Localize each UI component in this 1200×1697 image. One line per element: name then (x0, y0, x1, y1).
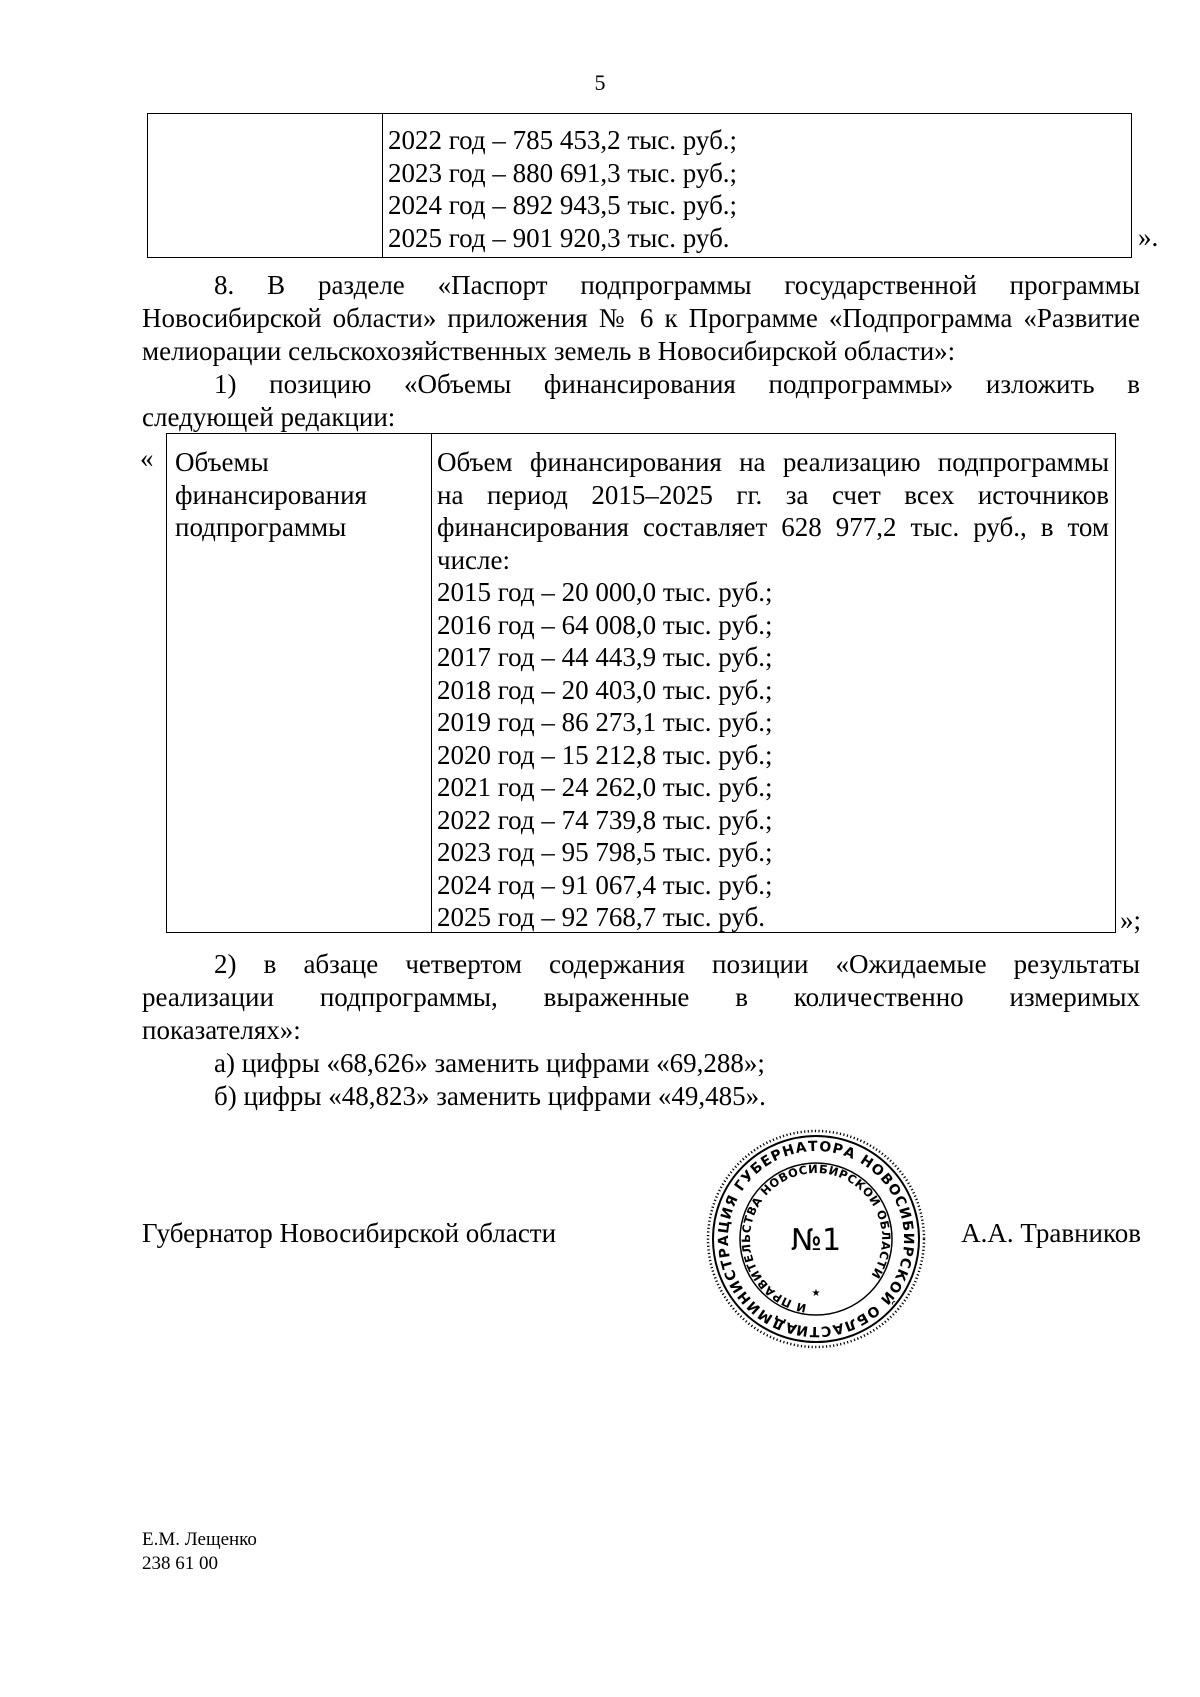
year-line: 2016 год – 64 008,0 тыс. руб.; (437, 609, 773, 640)
intro-line: Объем финансирования на реализацию подпрограммы (437, 447, 1109, 477)
financing-table (166, 433, 1116, 933)
author-name: Е.М. Лещенко (142, 1529, 257, 1550)
year-line: 2017 год – 44 443,9 тыс. руб.; (437, 642, 773, 672)
table-divider (431, 434, 432, 932)
sub2-line3: показателях»: (142, 1015, 301, 1045)
item8-line1: 8. В разделе «Паспорт подпрограммы государственной программы (214, 270, 1140, 300)
position-content (437, 446, 1109, 934)
item8-line3: мелиорации сельскохозяйственных земель в Новосибирской области»: (142, 336, 956, 366)
year-line: 2024 год – 91 067,4 тыс. руб.; (437, 869, 773, 900)
intro-line: на период 2015–2025 гг. за счет всех источников (437, 479, 1109, 510)
year-line: 2023 год – 95 798,5 тыс. руб.; (437, 837, 773, 867)
seal-outer-text: АДМИНИСТРАЦИЯ ГУБЕРНАТОРА НОВОСИБИРСКОЙ ОБЛАСТИ (715, 1138, 917, 1340)
intro-line: числе: (437, 544, 510, 575)
document-footer (142, 1528, 257, 1576)
table-divider (382, 114, 383, 257)
table-cell-years (388, 124, 737, 254)
opening-quote: « (140, 443, 154, 473)
intro-line: финансирования составляет 628 977,2 тыс. руб., в том (437, 512, 1109, 542)
seal-star-icon: ★ (811, 1288, 821, 1299)
sub1-line2: следующей редакции: (142, 402, 396, 432)
year-line: 2025 год – 92 768,7 тыс. руб. (437, 902, 766, 932)
year-line: 2021 год – 24 262,0 тыс. руб.; (437, 772, 773, 802)
position-label (175, 446, 367, 544)
closing-quote-top: ». (1138, 222, 1159, 252)
year-line: 2018 год – 20 403,0 тыс. руб.; (437, 674, 773, 705)
year-line: 2024 год – 892 943,5 тыс. руб.; (388, 190, 738, 220)
sub2-item-a: а) цифры «68,626» заменить цифрами «69,288»; (214, 1048, 765, 1078)
position-label-line: финансирования (175, 479, 367, 510)
year-line: 2020 год – 15 212,8 тыс. руб.; (437, 739, 773, 770)
author-phone: 238 61 00 (142, 1553, 218, 1574)
seal-inner-text: И ПРАВИТЕЛЬСТВА НОВОСИБИРСКОЙ ОБЛАСТИ (738, 1161, 894, 1316)
sub1-line1: 1) позицию «Объемы финансирования подпрограммы» изложить в (214, 369, 1140, 399)
signer-position: Губернатор Новосибирской области (142, 1218, 557, 1248)
sub2-line1: 2) в абзаце четвертом содержания позиции «Ожидаемые результаты (214, 949, 1140, 979)
year-line: 2023 год – 880 691,3 тыс. руб.; (388, 157, 738, 188)
position-label-line: Объемы (175, 447, 269, 477)
year-line: 2022 год – 785 453,2 тыс. руб.; (388, 125, 738, 155)
year-line: 2019 год – 86 273,1 тыс. руб.; (437, 707, 773, 737)
financing-table-top (147, 113, 1132, 258)
year-line: 2025 год – 901 920,3 тыс. руб. (388, 222, 730, 253)
position-label-line: подпрограммы (175, 512, 347, 542)
item8-line2: Новосибирской области» приложения № 6 к Программе «Подпрограмма «Развитие (142, 303, 1140, 333)
year-line: 2022 год – 74 739,8 тыс. руб.; (437, 804, 773, 835)
page-number: 5 (594, 70, 606, 95)
closing-quote: »; (1120, 905, 1142, 935)
year-line: 2015 год – 20 000,0 тыс. руб.; (437, 577, 773, 607)
sub2-item-b: б) цифры «48,823» заменить цифрами «49,485». (214, 1081, 766, 1111)
signer-name: А.А. Травников (961, 1218, 1141, 1248)
seal-center-number: №1 (790, 1223, 842, 1258)
official-seal (705, 1128, 927, 1350)
sub2-line2: реализации подпрограммы, выраженные в количественно измеримых (142, 982, 1140, 1012)
